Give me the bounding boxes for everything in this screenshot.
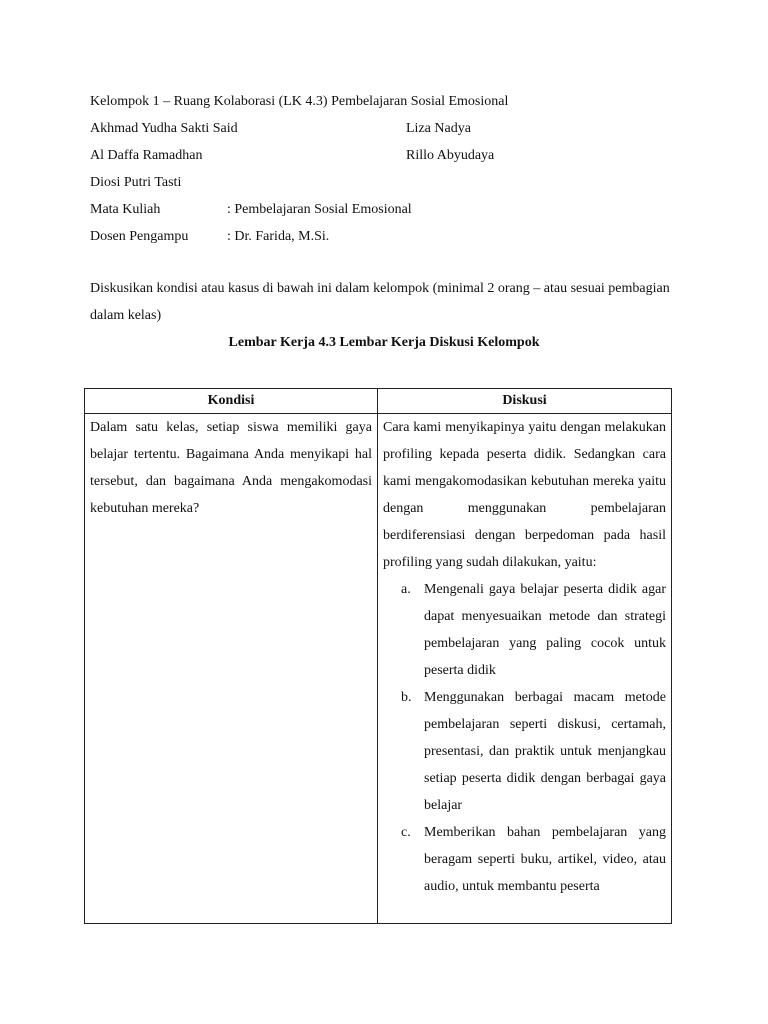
list-item-text: Menggunakan berbagai macam metode pembelajaran seperti diskusi, certamah, presentasi, dan praktik untuk menjangkau setiap peserta didik dengan berbagai gaya belajar [424, 690, 666, 813]
course-value: : Pembelajaran Sosial Emosional [227, 202, 412, 217]
kondisi-cell [85, 414, 378, 924]
diskusi-list [383, 576, 666, 900]
column-header-diskusi: Diskusi [378, 389, 672, 414]
list-marker: a. [401, 582, 411, 597]
lecturer-label: Dosen Pengampu [90, 229, 189, 244]
list-marker: b. [401, 690, 412, 705]
diskusi-intro: Cara kami menyikapinya yaitu dengan melakukan profiling kepada peserta didik. Sedangkan cara kami mengakomodasikan kebutuhan mereka yaitu dengan menggunakan pembelajaran berdiferensiasi dengan berpedoman pada hasil profiling yang sudah dilakukan, yaitu: [383, 420, 666, 570]
worksheet-title: Lembar Kerja 4.3 Lembar Kerja Diskusi Kelompok [228, 335, 540, 350]
list-item [383, 819, 666, 900]
group-title: Kelompok 1 – Ruang Kolaborasi (LK 4.3) Pembelajaran Sosial Emosional [90, 94, 509, 109]
lecturer-value: : Dr. Farida, M.Si. [227, 229, 330, 244]
member-name: Diosi Putri Tasti [90, 175, 182, 190]
list-item [383, 684, 666, 819]
column-header-kondisi: Kondisi [85, 389, 378, 414]
worksheet-table [84, 388, 672, 924]
list-item-text: Memberikan bahan pembelajaran yang beragam seperti buku, artikel, video, atau audio, untuk membantu peserta [424, 825, 666, 894]
course-label: Mata Kuliah [90, 202, 161, 217]
kondisi-text: Dalam satu kelas, setiap siswa memiliki gaya belajar tertentu. Bagaimana Anda menyikapi hal tersebut, dan bagaimana Anda mengakomodasi kebutuhan mereka? [90, 420, 372, 516]
list-item [383, 576, 666, 684]
member-name: Akhmad Yudha Sakti Said [90, 121, 238, 136]
table-header-row [85, 389, 672, 414]
instruction-text: Diskusikan kondisi atau kasus di bawah ini dalam kelompok (minimal 2 orang – atau sesuai pembagian dalam kelas) [90, 281, 670, 323]
table-row [85, 414, 672, 924]
diskusi-cell [378, 414, 672, 924]
member-name: Rillo Abyudaya [406, 148, 495, 163]
list-item-text: Mengenali gaya belajar peserta didik agar dapat menyesuaikan metode dan strategi pembelajaran yang paling cocok untuk peserta didik [424, 582, 666, 678]
list-marker: c. [401, 825, 411, 840]
member-name: Liza Nadya [406, 121, 471, 136]
member-name: Al Daffa Ramadhan [90, 148, 203, 163]
